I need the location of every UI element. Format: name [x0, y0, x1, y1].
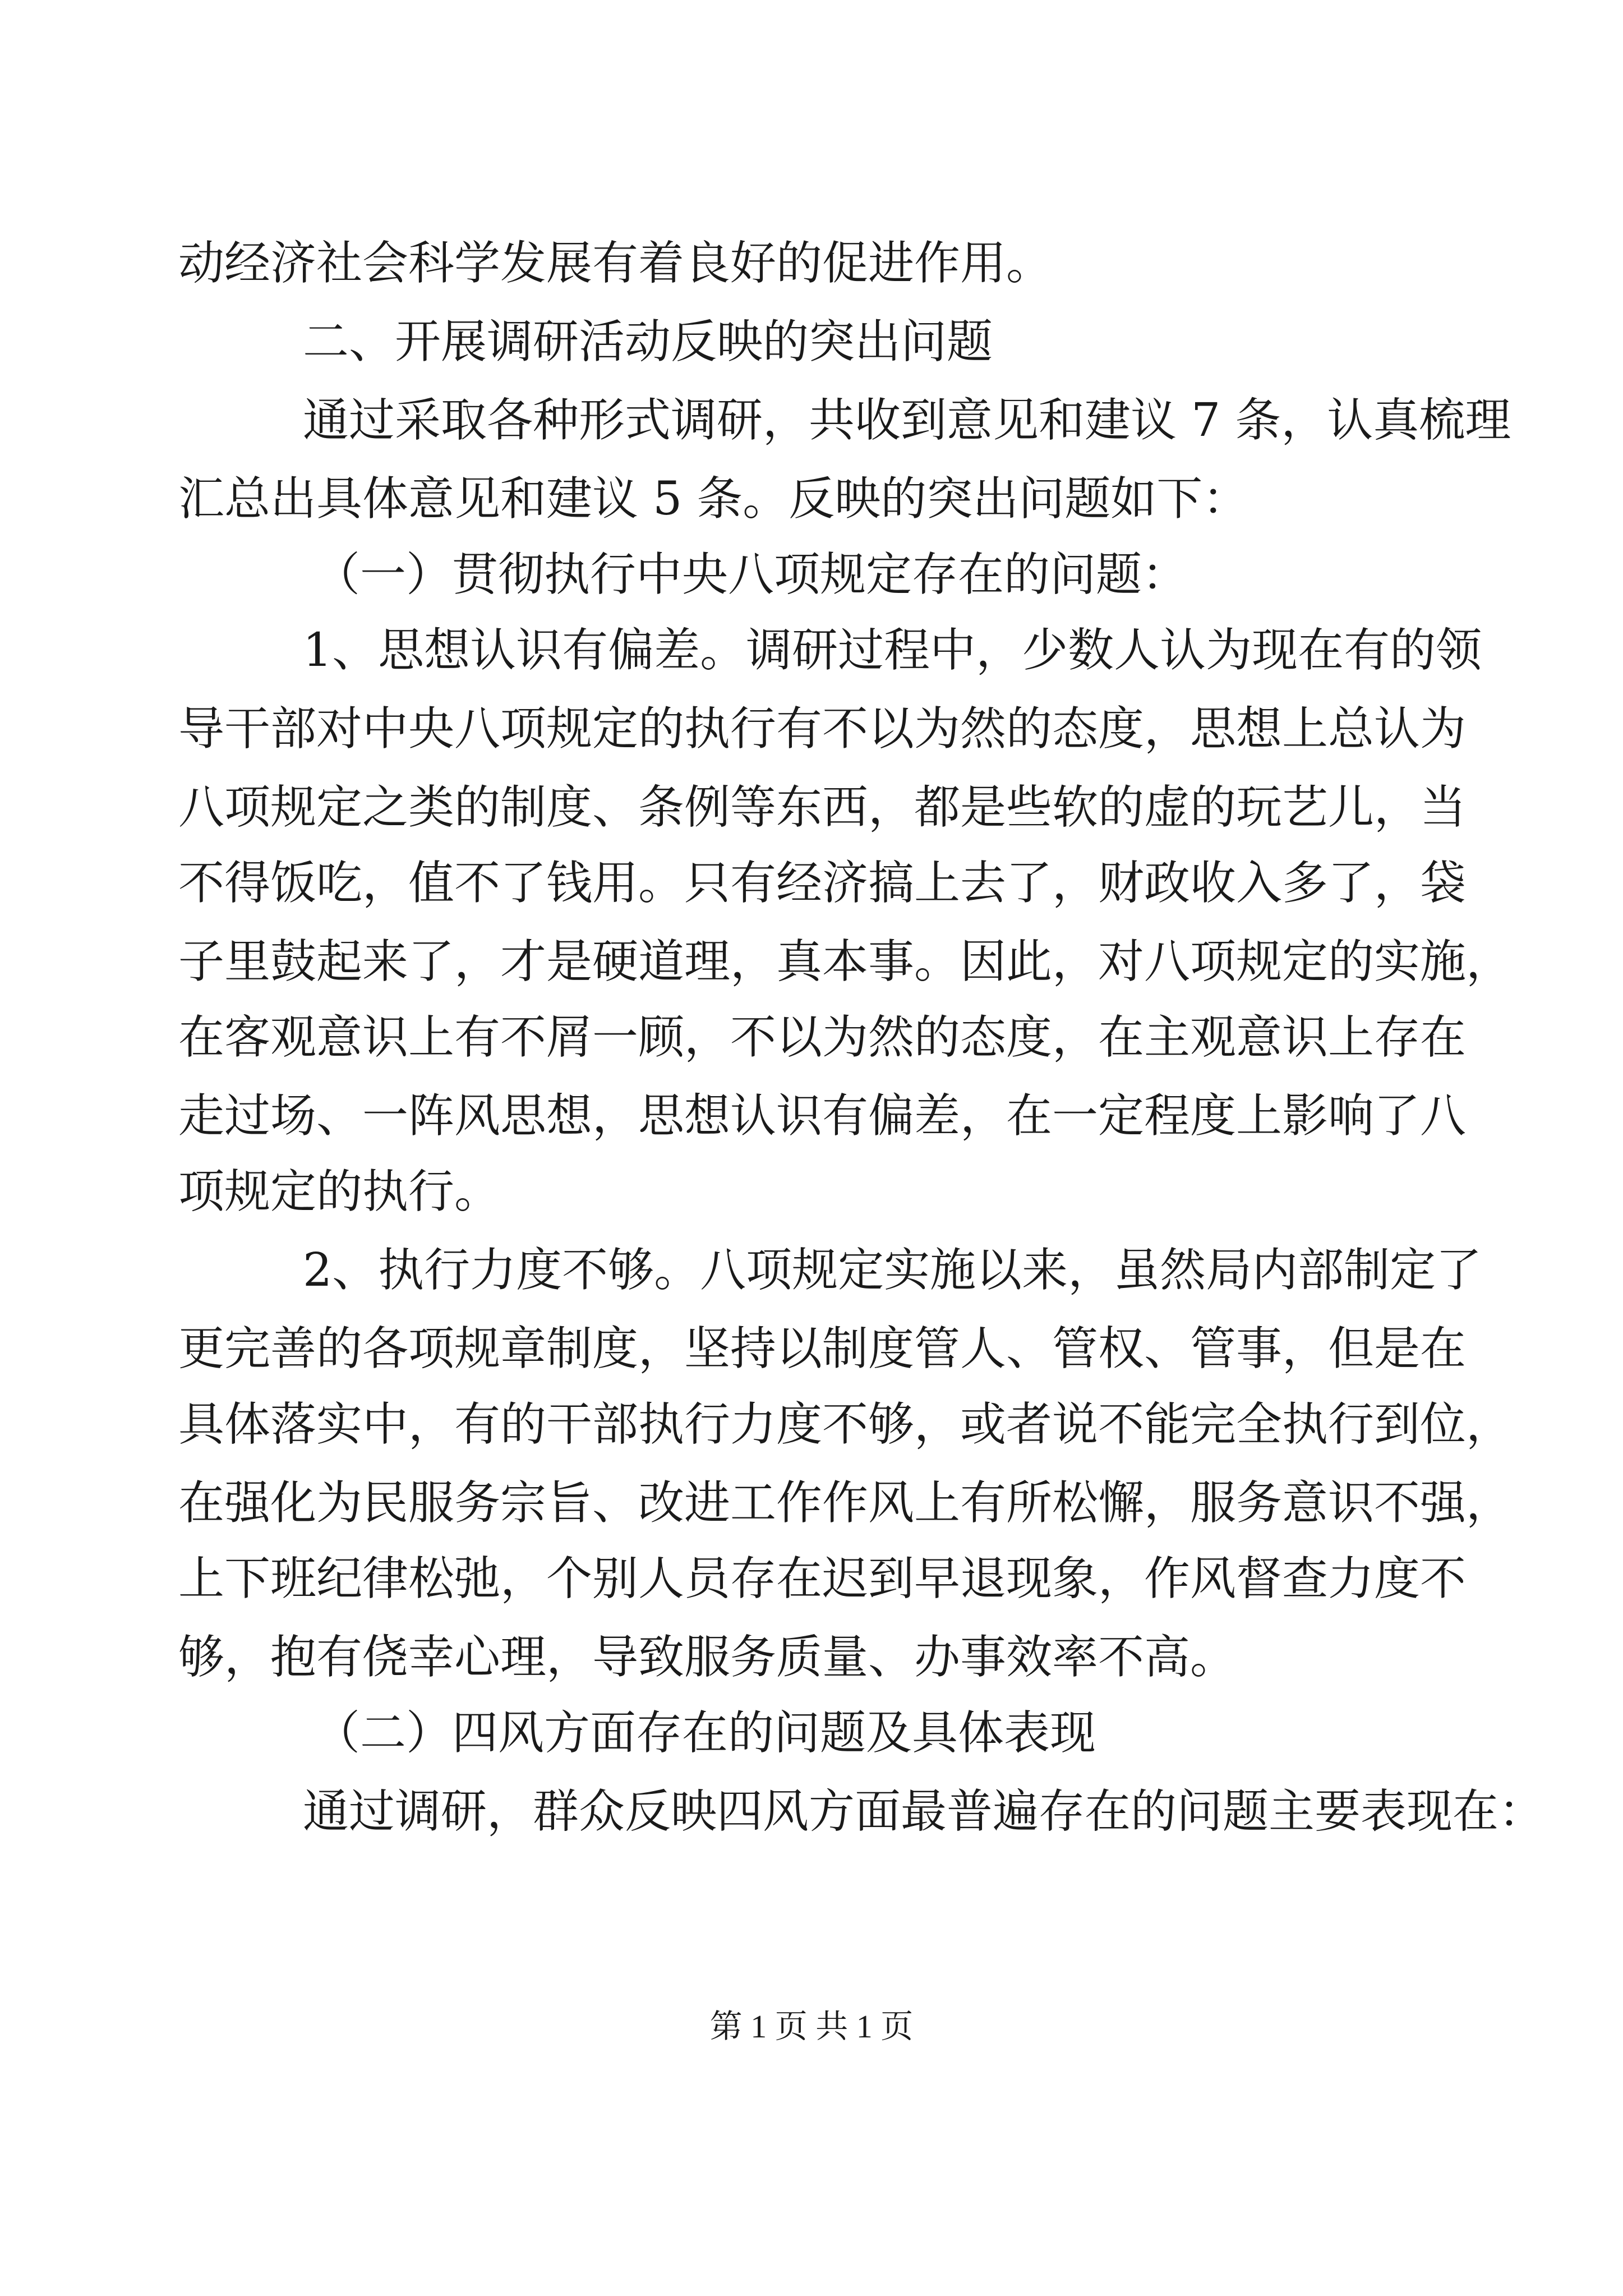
text-line: 更完善的各项规章制度，坚持以制度管人、管权、管事，但是在: [178, 1322, 1467, 1375]
text-line: 2、执行力度不够。八项规定实施以来，虽然局内部制定了: [303, 1244, 1482, 1297]
text-line: 通过调研，群众反映四风方面最普遍存在的问题主要表现在：: [303, 1785, 1545, 1838]
text-line: 在强化为民服务宗旨、改进工作作风上有所松懈，服务意识不强，: [178, 1476, 1513, 1530]
text-line: 1、思想认识有偏差。调研过程中，少数人认为现在有的领: [303, 624, 1482, 677]
subsection-heading: （二）四风方面存在的问题及具体表现: [314, 1706, 1096, 1760]
text-line: 上下班纪律松弛，个别人员存在迟到早退现象，作风督查力度不: [178, 1552, 1467, 1605]
text-line: 八项规定之类的制度、条例等东西，都是些软的虚的玩艺儿，当: [178, 781, 1467, 834]
section-heading: 二、开展调研活动反映的突出问题: [303, 315, 993, 369]
text-line: 项规定的执行。: [178, 1165, 501, 1218]
text-line: 汇总出具体意见和建议 5 条。反映的突出问题如下：: [178, 472, 1249, 526]
text-line: 走过场、一阵风思想，思想认识有偏差，在一定程度上影响了八: [178, 1089, 1467, 1143]
page-number-footer: 第 1 页 共 1 页: [709, 2008, 914, 2045]
text-line: 够，抱有侥幸心理，导致服务质量、办事效率不高。: [178, 1631, 1237, 1684]
text-line: 子里鼓起来了，才是硬道理，真本事。因此，对八项规定的实施，: [178, 935, 1513, 988]
subsection-heading: （一）贯彻执行中央八项规定存在的问题：: [314, 548, 1188, 601]
text-line: 在客观意识上有不屑一顾，不以为然的态度，在主观意识上存在: [178, 1011, 1467, 1064]
text-line: 动经济社会科学发展有着良好的促进作用。: [178, 237, 1053, 290]
text-line: 不得饭吃，值不了钱用。只有经济搞上去了，财政收入多了，袋: [178, 857, 1467, 910]
text-line: 通过采取各种形式调研，共收到意见和建议 7 条，认真梳理: [303, 394, 1511, 447]
text-line: 导干部对中央八项规定的执行有不以为然的态度，思想上总认为: [178, 702, 1467, 756]
text-line: 具体落实中，有的干部执行力度不够，或者说不能完全执行到位，: [178, 1398, 1513, 1451]
